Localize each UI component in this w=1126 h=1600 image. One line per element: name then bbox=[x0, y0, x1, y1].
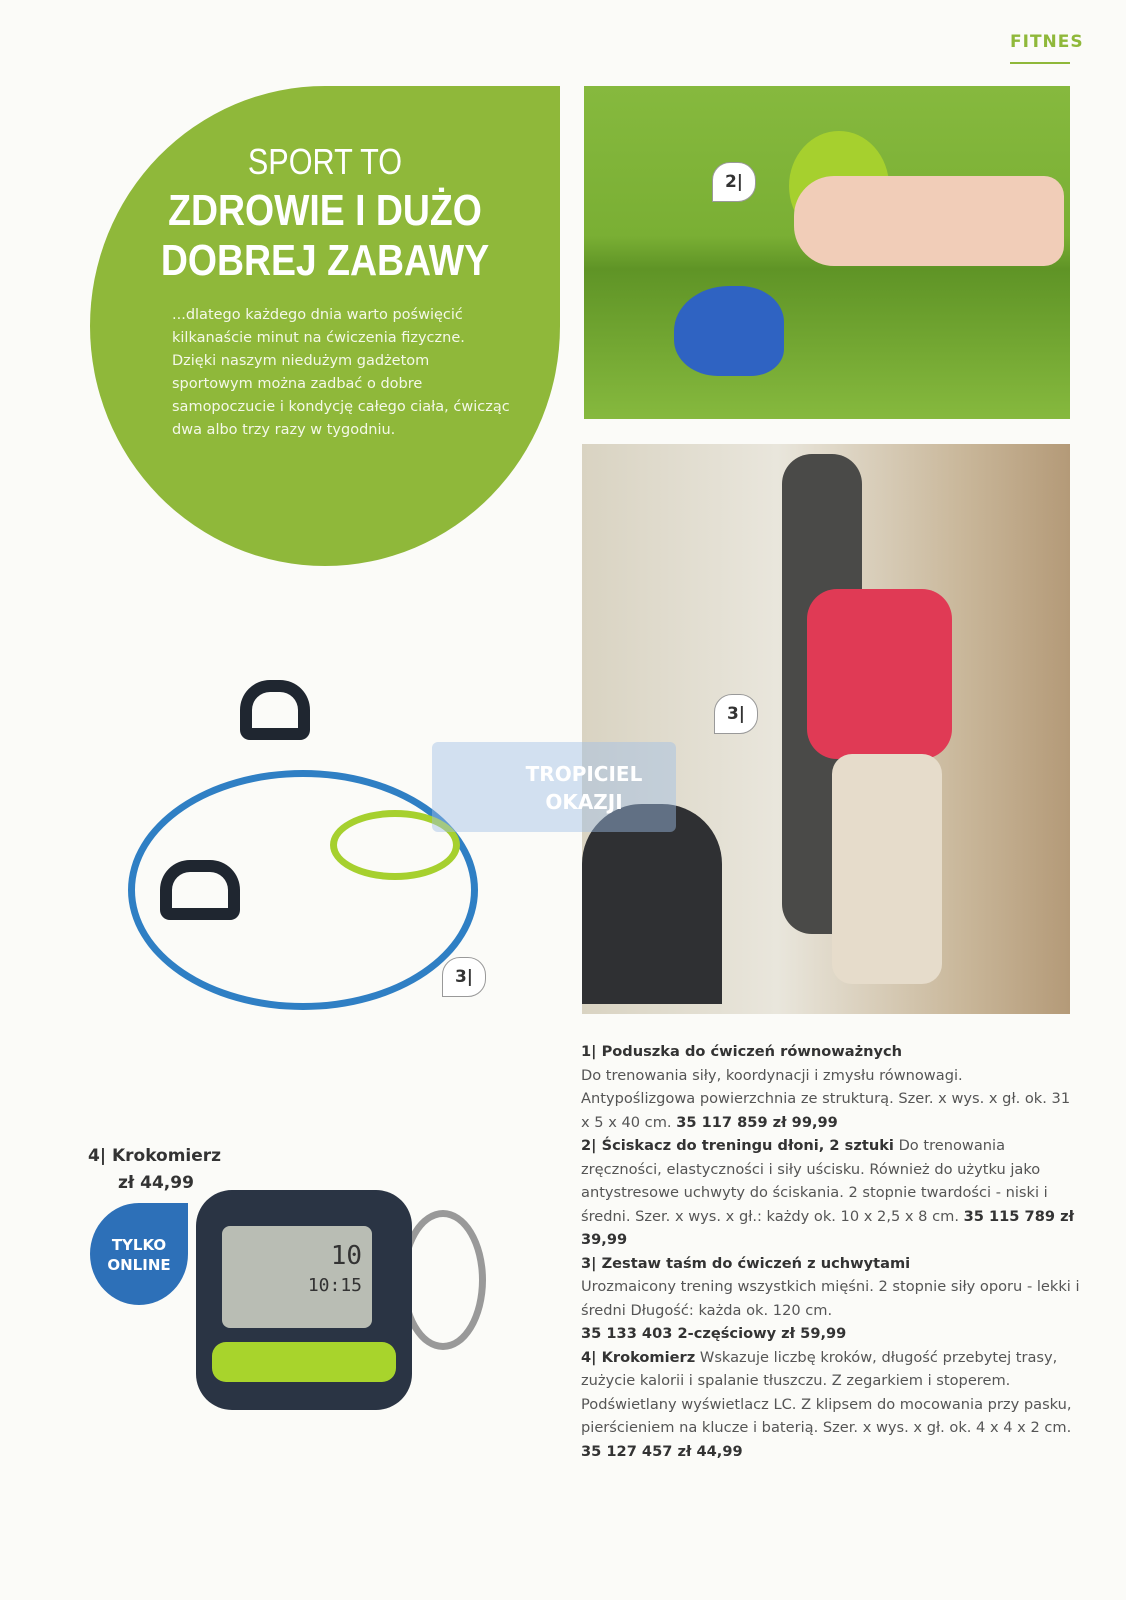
woman-figure bbox=[807, 589, 952, 759]
key-ring bbox=[400, 1210, 486, 1350]
intro-text: ...dlatego każdego dnia warto poświęcić kilkanaście minut na ćwiczenia fizyczne. Dzięki naszym niedużym gadżetom sportowym można zadbać o dobre samopoczucie i kondycję całego ciała, ćwicząc dwa albo trzy razy w tygodniu. bbox=[172, 307, 510, 438]
woman-legs bbox=[832, 754, 942, 984]
hand-grip-photo bbox=[584, 86, 1070, 419]
product-item-4 bbox=[581, 1346, 1081, 1464]
badge-line: ONLINE bbox=[107, 1256, 171, 1274]
product-text: Urozmaicony trening wszystkich mięśni. 2 stopnie siły oporu - lekki i średni Długość: każda ok. 120 cm. bbox=[581, 1278, 1080, 1319]
intro-bubble bbox=[90, 86, 560, 566]
item-label-3: 3| bbox=[714, 694, 758, 734]
product-item-1 bbox=[581, 1040, 1081, 1134]
product-text: Do trenowania zręczności, elastyczności i siły uścisku. Również do użytku jako antystresowe uchwyty do ściskania. 2 stopnie twardości - niski i średni. Szer. x wys. x gł.: każdy ok. 10 x 2,5 x 8 cm. bbox=[581, 1137, 1048, 1225]
product-heading: 3| Zestaw taśm do ćwiczeń z uchwytami bbox=[581, 1254, 911, 1272]
intro-title: ZDROWIE I DUŻO DOBREJ ZABAWY bbox=[160, 186, 490, 285]
intro-subtitle: SPORT TO bbox=[247, 141, 403, 182]
watermark bbox=[432, 742, 676, 832]
balance-cushion bbox=[674, 286, 784, 376]
item-label-3-bands: 3| bbox=[442, 957, 486, 997]
product-code-price: 35 117 859 zł 99,99 bbox=[676, 1113, 838, 1131]
product-item-3 bbox=[581, 1252, 1081, 1346]
pedometer-price: zł 44,99 bbox=[118, 1173, 194, 1193]
screen-steps: 10 bbox=[330, 1241, 362, 1271]
badge-line: TYLKO bbox=[111, 1236, 167, 1254]
pedometer-title: 4| Krokomierz bbox=[88, 1146, 222, 1166]
product-heading: 2| Ściskacz do treningu dłoni, 2 sztuki bbox=[581, 1137, 894, 1154]
watermark-line: TROPICIEL bbox=[525, 762, 643, 786]
product-code-price: 35 127 457 zł 44,99 bbox=[581, 1442, 743, 1460]
product-code-price: 35 115 789 zł 39,99 bbox=[581, 1207, 1074, 1248]
watermark-line: OKAZJI bbox=[545, 790, 623, 814]
product-text: Do trenowania siły, koordynacji i zmysłu równowagi. Antypoślizgowa powierzchnia ze strukturą. Szer. x wys. x gł. ok. 31 x 5 x 40 cm. bbox=[581, 1066, 1071, 1131]
section-tag: FITNES bbox=[1010, 32, 1084, 52]
band-handle bbox=[160, 860, 240, 920]
product-item-2 bbox=[581, 1134, 1081, 1252]
hand bbox=[794, 176, 1064, 266]
chair bbox=[582, 804, 722, 1004]
pedometer-button bbox=[212, 1342, 396, 1382]
pedometer-screen bbox=[222, 1226, 372, 1328]
item-label-2: 2| bbox=[712, 162, 756, 202]
band-handle bbox=[240, 680, 310, 740]
product-heading: 4| Krokomierz bbox=[581, 1348, 696, 1366]
product-heading: 1| Poduszka do ćwiczeń równoważnych bbox=[581, 1043, 903, 1060]
pedometer-image bbox=[196, 1190, 412, 1410]
exercise-photo bbox=[582, 444, 1070, 1014]
product-text: Wskazuje liczbę kroków, długość przebytej trasy, zużycie kalorii i spalanie tłuszczu. Z zegarkiem i stoperem. Podświetlany wyświetlacz LC. Z klipsem do mocowania przy pasku, pierścieniem na klucze i baterią. Szer. x wys. x gł. ok. 4 x 4 x 2 cm. bbox=[581, 1348, 1072, 1436]
online-only-badge bbox=[90, 1203, 188, 1305]
product-code-price: 35 133 403 2-częściowy zł 59,99 bbox=[581, 1325, 847, 1342]
section-divider bbox=[1010, 62, 1070, 64]
product-descriptions bbox=[581, 1040, 1081, 1463]
screen-time: 10:15 bbox=[307, 1275, 362, 1296]
